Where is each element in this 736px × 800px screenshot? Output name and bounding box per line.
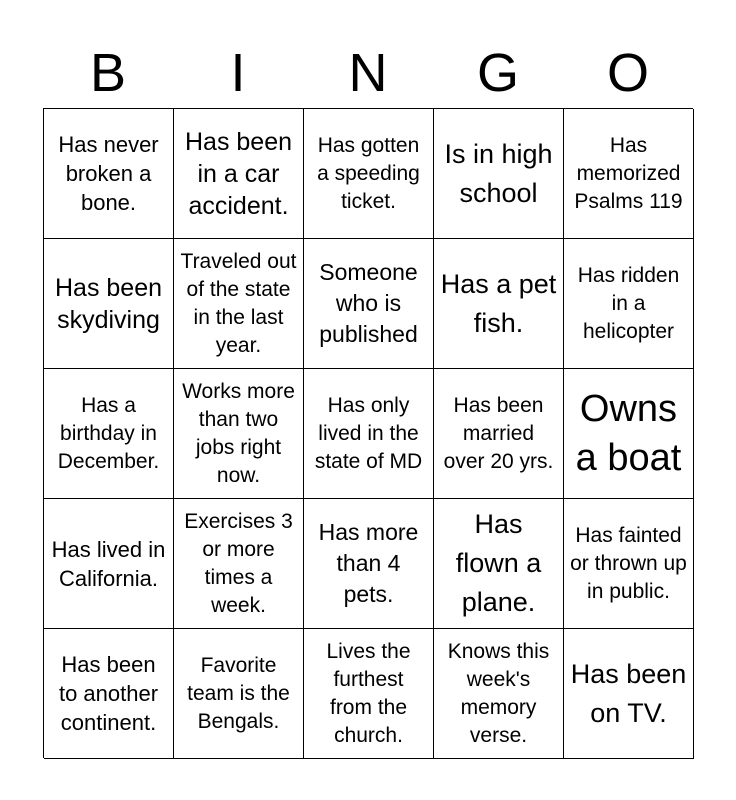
bingo-cell[interactable] bbox=[434, 499, 564, 629]
bingo-cell[interactable] bbox=[44, 629, 174, 759]
cell-text: Has been skydiving bbox=[54, 273, 163, 334]
cell-text: Has more than 4 pets. bbox=[318, 519, 419, 607]
header-letter-n: N bbox=[348, 43, 388, 103]
bingo-cell[interactable] bbox=[434, 109, 564, 239]
cell-text: Is in high school bbox=[444, 138, 553, 208]
cell-text: Favorite team is the Bengals. bbox=[187, 653, 290, 733]
cell-text: Has ridden in a helicopter bbox=[577, 263, 680, 343]
bingo-cell[interactable] bbox=[564, 499, 694, 629]
cell-text: Has been married over 20 yrs. bbox=[443, 393, 554, 473]
bingo-cell[interactable] bbox=[434, 239, 564, 369]
cell-text: Has been to another continent. bbox=[58, 652, 159, 735]
bingo-board bbox=[43, 108, 693, 758]
cell-text: Owns a boat bbox=[575, 387, 682, 479]
bingo-cell[interactable] bbox=[434, 369, 564, 499]
cell-text: Has been in a car accident. bbox=[184, 127, 293, 220]
bingo-cell[interactable] bbox=[174, 109, 304, 239]
bingo-cell[interactable] bbox=[564, 109, 694, 239]
cell-text: Has a birthday in December. bbox=[57, 393, 160, 473]
bingo-cell[interactable] bbox=[44, 499, 174, 629]
bingo-cell[interactable] bbox=[564, 629, 694, 759]
bingo-cell[interactable] bbox=[174, 369, 304, 499]
bingo-cell[interactable] bbox=[304, 499, 434, 629]
bingo-cell[interactable] bbox=[304, 109, 434, 239]
cell-text: Someone who is published bbox=[319, 259, 418, 347]
bingo-cell[interactable] bbox=[564, 239, 694, 369]
cell-text: Has fainted or thrown up in public. bbox=[570, 523, 687, 603]
cell-text: Has never broken a bone. bbox=[58, 132, 159, 215]
cell-text: Traveled out of the state in the last year. bbox=[180, 249, 297, 357]
header-letter-b: B bbox=[89, 43, 127, 103]
bingo-cell[interactable] bbox=[44, 239, 174, 369]
bingo-cell[interactable] bbox=[434, 629, 564, 759]
bingo-cell[interactable] bbox=[304, 239, 434, 369]
header-letter-o: O bbox=[606, 43, 649, 103]
cell-text: Has only lived in the state of MD bbox=[314, 393, 423, 473]
cell-text: Has a pet fish. bbox=[440, 268, 557, 338]
header-letter-i: I bbox=[230, 43, 246, 103]
cell-text: Lives the furthest from the church. bbox=[326, 639, 411, 747]
bingo-cell[interactable] bbox=[44, 109, 174, 239]
cell-text: Knows this week's memory verse. bbox=[447, 639, 550, 747]
cell-text: Has gotten a speeding ticket. bbox=[317, 133, 420, 213]
bingo-cell[interactable] bbox=[174, 239, 304, 369]
cell-text: Has flown a plane. bbox=[455, 509, 542, 617]
header-letter-g: G bbox=[476, 43, 519, 103]
cell-text: Has lived in California. bbox=[51, 536, 166, 591]
bingo-cell[interactable] bbox=[44, 369, 174, 499]
cell-text: Has memorized Psalms 119 bbox=[574, 133, 683, 213]
cell-text: Works more than two jobs right now. bbox=[182, 379, 295, 487]
bingo-cell[interactable] bbox=[564, 369, 694, 499]
cell-text: Exercises 3 or more times a week. bbox=[184, 509, 293, 617]
cell-text: Has been on TV. bbox=[570, 658, 687, 728]
bingo-cell[interactable] bbox=[174, 629, 304, 759]
bingo-cell[interactable] bbox=[304, 629, 434, 759]
bingo-cell[interactable] bbox=[304, 369, 434, 499]
bingo-cell[interactable] bbox=[174, 499, 304, 629]
bingo-header bbox=[43, 38, 693, 108]
